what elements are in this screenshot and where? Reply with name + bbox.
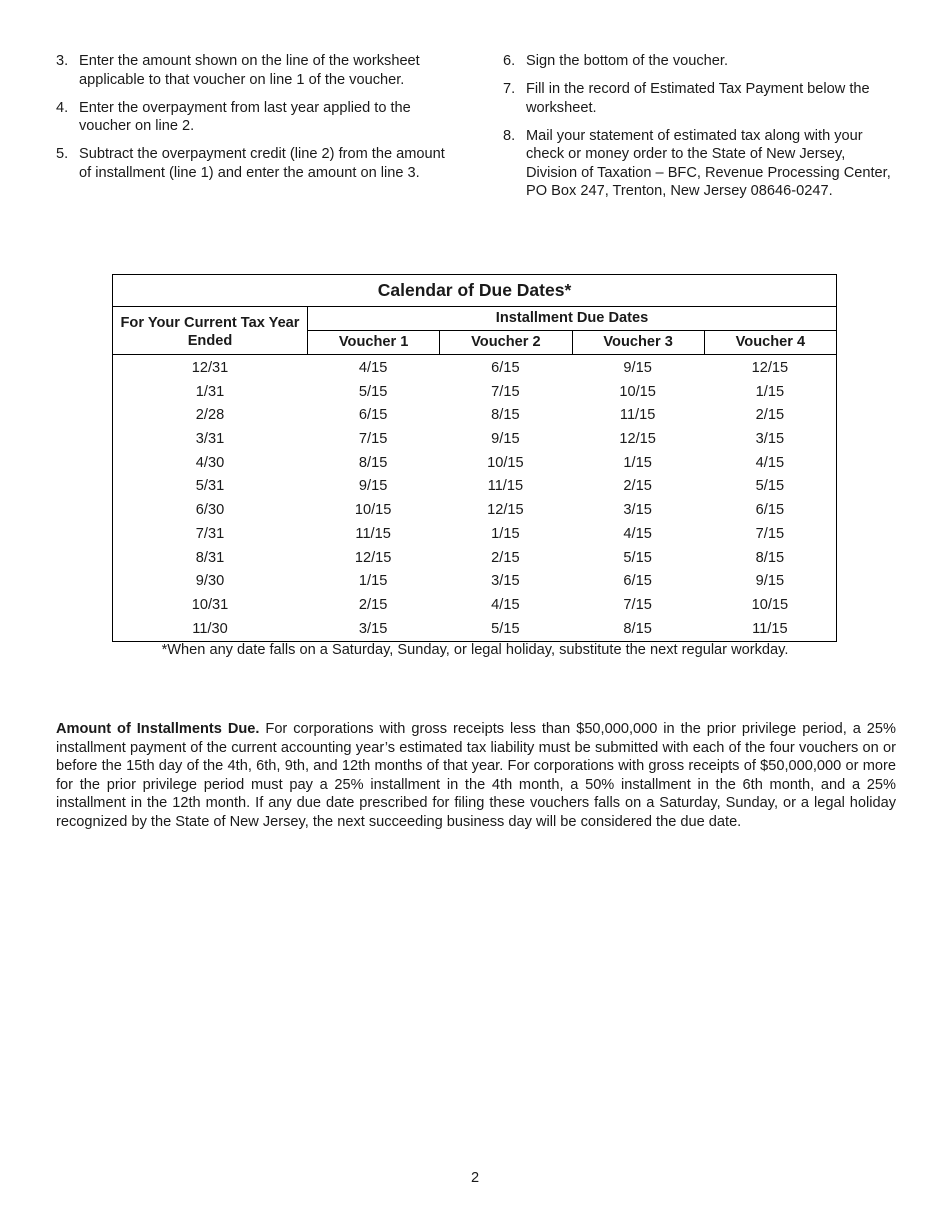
table-row: [113, 594, 836, 618]
voucher-4-cell: 1/15: [755, 383, 785, 400]
year-ended-cell: 3/31: [195, 431, 225, 448]
voucher-3-cell: 6/15: [623, 573, 652, 590]
table-row: [113, 475, 836, 499]
voucher-3-cell: 7/15: [623, 596, 652, 613]
amount-section-heading: Amount of Installments Due.: [56, 721, 260, 737]
voucher-2-header: Voucher 2: [440, 331, 572, 354]
calendar-footnote: [0, 641, 950, 660]
voucher-4-cell: 4/15: [755, 454, 785, 471]
voucher-4-cell: 3/15: [755, 431, 785, 448]
voucher-4-cell: 9/15: [755, 573, 785, 590]
instructions-list-right: [503, 52, 895, 201]
year-ended-cell: 2/28: [195, 407, 225, 424]
voucher-3-cell: 12/15: [619, 431, 656, 448]
table-row: [113, 523, 836, 547]
instruction-text: Mail your statement of estimated tax along with your check or money order to the State of New Jersey, Division of Taxation – BFC, Revenue Processing Center, PO Box 247, Trenton, New Jersey 08646-0247.: [526, 127, 891, 199]
voucher-1-cell: 10/15: [354, 502, 392, 519]
instruction-number: 7.: [503, 81, 516, 97]
voucher-1-cell: 6/15: [358, 407, 388, 424]
voucher-1-cell: 4/15: [358, 360, 388, 376]
instruction-item: [503, 52, 895, 71]
voucher-1-header: Voucher 1: [308, 331, 440, 354]
instruction-number: 5.: [56, 146, 69, 162]
voucher-1-cell: 5/15: [358, 383, 388, 400]
year-ended-cell: 7/31: [195, 525, 225, 542]
installment-due-dates-header: Installment Due Dates: [308, 307, 836, 331]
voucher-4-cell: 12/15: [751, 360, 789, 376]
instruction-text: Sign the bottom of the voucher.: [526, 53, 729, 69]
instruction-text: Fill in the record of Estimated Tax Payment below the worksheet.: [526, 81, 870, 116]
year-ended-cell: 4/30: [195, 454, 225, 471]
instruction-item: [503, 80, 895, 117]
voucher-3-cell: 11/15: [619, 407, 656, 424]
voucher-4-cell: 8/15: [755, 549, 785, 566]
voucher-4-cell: 6/15: [755, 502, 785, 519]
year-ended-cell: 10/31: [191, 596, 229, 613]
voucher-3-cell: 5/15: [623, 549, 652, 566]
voucher-2-cell: 1/15: [491, 525, 520, 542]
voucher-3-cell: 8/15: [623, 620, 652, 637]
instruction-item: [56, 145, 448, 182]
voucher-2-cell: 8/15: [491, 407, 520, 424]
amount-section-text: For corporations with gross receipts less than $50,000,000 in the prior privilege period, a 25% installment payment of the current accounting year’s estimated tax liability must be submitted with each of the four vouchers on or before the 15th day of the 4th, 6th, 9th, and 12th months of that year. For corporations with gross receipts of $50,000,000 or more for the prior privilege period must pay a 25% installment in the 4th month, a 50% installment in the 6th month, and a 25% installment in the 12th month. If any due date prescribed for filing these vouchers falls on a Saturday, Sunday, or a legal holiday recognized by the State of New Jersey, the next succeeding business day will be considered the due date.: [56, 721, 896, 830]
voucher-1-cell: 3/15: [358, 620, 388, 637]
year-ended-header: For Your Current Tax Year Ended: [113, 307, 308, 354]
voucher-2-cell: 4/15: [491, 596, 520, 613]
voucher-2-cell: 10/15: [487, 454, 524, 471]
instruction-text: Enter the overpayment from last year applied to the voucher on line 2.: [79, 99, 411, 134]
voucher-1-cell: 12/15: [354, 549, 392, 566]
voucher-4-cell: 2/15: [755, 407, 785, 424]
instruction-item: [56, 99, 448, 136]
year-ended-cell: 11/30: [192, 620, 228, 637]
voucher-3-cell: 1/15: [623, 454, 652, 471]
voucher-1-cell: 1/15: [358, 573, 388, 590]
voucher-2-cell: 11/15: [487, 478, 524, 495]
table-row: [113, 499, 836, 523]
table-row: [113, 570, 836, 594]
voucher-1-cell: 11/15: [355, 525, 391, 542]
table-row: [113, 547, 836, 571]
table-row: [113, 428, 836, 452]
voucher-4-cell: 5/15: [755, 478, 785, 495]
instructions-left-column: [56, 52, 448, 192]
instruction-number: 8.: [503, 127, 516, 144]
amount-of-installments-section: [56, 720, 896, 831]
year-ended-cell: 5/31: [195, 478, 225, 495]
table-row: [113, 452, 836, 476]
year-ended-cell: 6/30: [195, 502, 225, 519]
voucher-2-cell: 2/15: [491, 549, 520, 566]
voucher-3-cell: 2/15: [623, 478, 652, 495]
instructions-list-left: [56, 52, 448, 182]
voucher-1-cell: 7/15: [358, 431, 388, 448]
instruction-number: 3.: [56, 53, 69, 69]
year-ended-cell: 8/31: [195, 549, 225, 566]
voucher-1-cell: 9/15: [358, 478, 388, 495]
instruction-number: 4.: [56, 99, 69, 116]
voucher-2-cell: 3/15: [491, 573, 520, 590]
table-row: [113, 381, 836, 405]
year-ended-cell: 9/30: [195, 573, 225, 590]
voucher-4-cell: 11/15: [752, 620, 788, 637]
instructions-right-column: [503, 52, 895, 210]
footnote-text: *When any date falls on a Saturday, Sunday, or legal holiday, substitute the next regular workday.: [161, 642, 789, 658]
voucher-3-header: Voucher 3: [573, 331, 705, 354]
voucher-3-cell: 9/15: [623, 360, 652, 376]
due-dates-calendar-table: [112, 274, 837, 642]
year-ended-cell: 12/31: [191, 360, 229, 376]
calendar-header: [113, 307, 836, 355]
calendar-body: [113, 355, 836, 641]
voucher-2-cell: 6/15: [491, 360, 520, 376]
instruction-item: [56, 52, 448, 89]
voucher-4-header: Voucher 4: [735, 334, 806, 350]
voucher-3-cell: 4/15: [623, 525, 652, 542]
voucher-3-cell: 10/15: [619, 383, 656, 400]
table-row: [113, 404, 836, 428]
voucher-4-cell: 10/15: [751, 596, 789, 613]
voucher-2-cell: 9/15: [491, 431, 520, 448]
calendar-title: Calendar of Due Dates*: [113, 275, 836, 307]
instruction-number: 6.: [503, 53, 516, 69]
voucher-4-cell: 7/15: [755, 525, 785, 542]
instruction-text: Subtract the overpayment credit (line 2) from the amount of installment (line 1) and enter the amount on line 3.: [79, 146, 445, 181]
voucher-1-cell: 2/15: [358, 596, 388, 613]
voucher-header-row: [308, 331, 836, 354]
installment-header-group: [308, 307, 836, 354]
table-row: [113, 357, 836, 381]
voucher-2-cell: 5/15: [491, 620, 520, 637]
page-number: 2: [470, 1170, 480, 1186]
instruction-item: [503, 127, 895, 201]
voucher-2-cell: 12/15: [487, 502, 524, 519]
voucher-3-cell: 3/15: [623, 502, 652, 519]
voucher-1-cell: 8/15: [358, 454, 388, 471]
instruction-text: Enter the amount shown on the line of the worksheet applicable to that voucher on line 1 of the voucher.: [79, 53, 420, 88]
year-ended-cell: 1/31: [195, 383, 225, 400]
voucher-2-cell: 7/15: [491, 383, 520, 400]
table-row: [113, 618, 836, 642]
